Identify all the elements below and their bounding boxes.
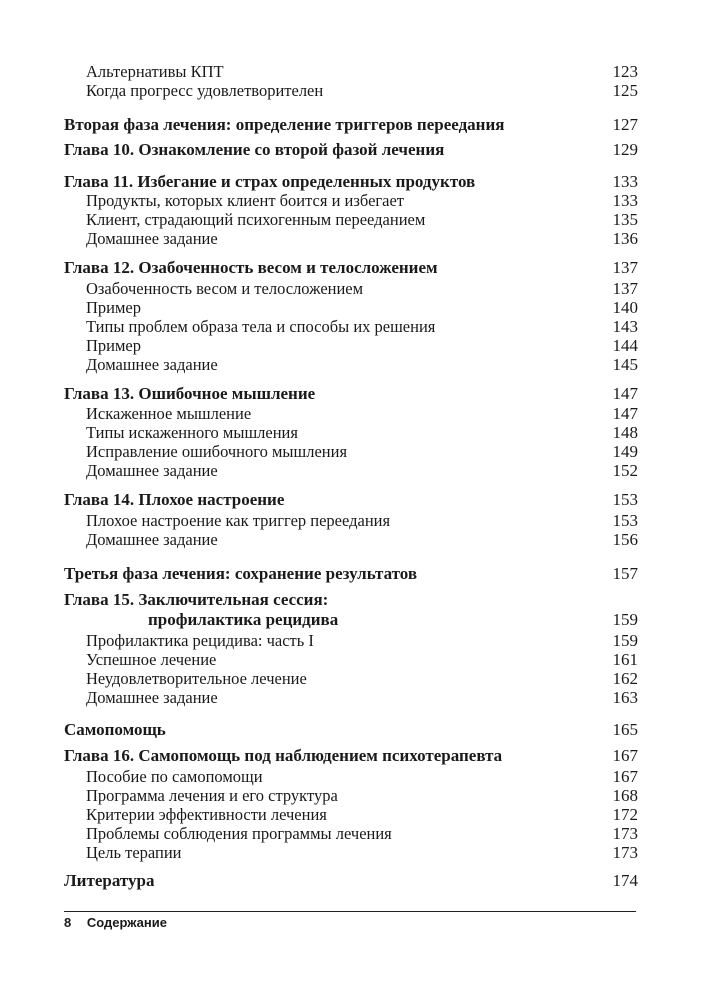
- toc-entry: [86, 442, 638, 462]
- toc-entry-page: 153: [612, 511, 638, 530]
- toc-entry-title: Искаженное мышление: [86, 404, 252, 423]
- toc-entry-page: 167: [612, 767, 638, 786]
- toc-entry-title: Третья фаза лечения: сохранение результатов: [64, 564, 418, 583]
- toc-entry-title: Неудовлетворительное лечение: [86, 669, 307, 688]
- toc-entry-title: Глава 10. Ознакомление со второй фазой лечения: [64, 140, 445, 159]
- toc-entry-page: 125: [612, 81, 638, 100]
- toc-entry-page: 145: [612, 355, 638, 374]
- toc-entry-page: 168: [612, 786, 638, 805]
- toc-entry: [86, 461, 638, 481]
- toc-entry-title: Озабоченность весом и телосложением: [86, 279, 364, 298]
- toc-entry-title: профилактика рецидива: [148, 610, 339, 629]
- toc-entry: [86, 805, 638, 825]
- toc-entry-page: 153: [612, 490, 638, 509]
- toc-entry-title: Глава 15. Заключительная сессия:: [64, 590, 329, 609]
- toc-entry: [86, 767, 638, 787]
- toc-entry: [86, 423, 638, 443]
- toc-entry: [86, 631, 638, 651]
- toc-entry-title: Пособие по самопомощи: [86, 767, 263, 786]
- toc-entry-title: Глава 14. Плохое настроение: [64, 490, 285, 509]
- toc-entry: [86, 511, 638, 531]
- footer-page-number: 8: [64, 915, 72, 930]
- toc-entry-page: 148: [612, 423, 638, 442]
- toc-entry-page: 136: [612, 229, 638, 248]
- toc-entry-title: Литература: [64, 871, 155, 890]
- toc-entry-title: Домашнее задание: [86, 229, 218, 248]
- footer-rule: [64, 911, 636, 912]
- toc-entry-title: Вторая фаза лечения: определение триггеров переедания: [64, 115, 505, 134]
- toc-entry-page: 135: [612, 210, 638, 229]
- toc-entry-title: Программа лечения и его структура: [86, 786, 338, 805]
- toc-entry: [64, 115, 638, 135]
- toc-entry: [86, 210, 638, 230]
- toc-entry: [86, 669, 638, 689]
- toc-entry: [86, 824, 638, 844]
- toc-entry-page: 163: [612, 688, 638, 707]
- toc-entry-page: 165: [612, 720, 638, 739]
- page-footer: [64, 915, 167, 930]
- toc-entry: [86, 62, 638, 82]
- toc-entry-page: 137: [612, 258, 638, 277]
- toc-entry: [86, 81, 638, 101]
- toc-entry-title: Домашнее задание: [86, 688, 218, 707]
- toc-entry-title: Плохое настроение как триггер переедания: [86, 511, 391, 530]
- toc-entry-page: 144: [612, 336, 638, 355]
- toc-entry: [86, 191, 638, 211]
- toc-entry: [64, 258, 638, 278]
- toc-entry-title: Пример: [86, 336, 142, 355]
- toc-entry: [64, 746, 638, 766]
- toc-entry-title: Глава 13. Ошибочное мышление: [64, 384, 316, 403]
- toc-entry-title: Домашнее задание: [86, 530, 218, 549]
- toc-entry: [64, 590, 638, 610]
- toc-entry-page: 137: [612, 279, 638, 298]
- toc-entry-title: Критерии эффективности лечения: [86, 805, 327, 824]
- toc-entry: [64, 720, 638, 740]
- footer-section-title: Содержание: [86, 915, 167, 930]
- toc-entry-title: Самопомощь: [64, 720, 166, 739]
- toc-entry-title: Типы искаженного мышления: [86, 423, 298, 442]
- toc-entry: [86, 298, 638, 318]
- toc-entry-page: 167: [612, 746, 638, 765]
- toc-entry: [86, 404, 638, 424]
- toc-entry: [64, 490, 638, 510]
- toc-entry-page: 157: [612, 564, 638, 583]
- toc-entry-page: 133: [612, 191, 638, 210]
- toc-entry: [64, 172, 638, 192]
- toc-entry: [86, 279, 638, 299]
- toc-entry-page: 152: [612, 461, 638, 480]
- toc-entry-page: 149: [612, 442, 638, 461]
- toc-entry-page: 174: [612, 871, 638, 890]
- toc-entry-title: Глава 16. Самопомощь под наблюдением психотерапевта: [64, 746, 503, 765]
- toc-entry-page: 159: [612, 631, 638, 650]
- toc-entry-title: Исправление ошибочного мышления: [86, 442, 348, 461]
- toc-entry-title: Пример: [86, 298, 142, 317]
- toc-entry-page: 140: [612, 298, 638, 317]
- toc-entry-page: 143: [612, 317, 638, 336]
- toc-entry-page: 147: [612, 384, 638, 403]
- toc-entry: [64, 140, 638, 160]
- toc-entry: [64, 384, 638, 404]
- toc-entry-page: 162: [612, 669, 638, 688]
- toc-entry-page: 161: [612, 650, 638, 669]
- toc-entry: [64, 871, 638, 891]
- toc-entry-page: 159: [612, 610, 638, 629]
- toc-entry-page: 147: [612, 404, 638, 423]
- toc-entry-page: 156: [612, 530, 638, 549]
- toc-entry-title: Продукты, которых клиент боится и избегает: [86, 191, 405, 210]
- toc-entry-title: Глава 12. Озабоченность весом и телосложением: [64, 258, 438, 277]
- toc-entry-page: 133: [612, 172, 638, 191]
- toc-entry: [148, 610, 638, 630]
- toc-entry: [86, 355, 638, 375]
- toc-entry-page: 123: [612, 62, 638, 81]
- toc-entry-page: 127: [612, 115, 638, 134]
- toc-entry: [86, 786, 638, 806]
- toc-entry-page: 172: [612, 805, 638, 824]
- toc-entry-title: Типы проблем образа тела и способы их решения: [86, 317, 436, 336]
- toc-entry: [86, 317, 638, 337]
- toc-entry-title: Глава 11. Избегание и страх определенных продуктов: [64, 172, 476, 191]
- toc-entry: [86, 843, 638, 863]
- toc-entry: [86, 688, 638, 708]
- toc-entry-title: Когда прогресс удовлетворителен: [86, 81, 324, 100]
- toc-entry-title: Альтернативы КПТ: [86, 62, 224, 81]
- toc-entry: [86, 229, 638, 249]
- toc-entry-page: 173: [612, 824, 638, 843]
- toc-entry-title: Домашнее задание: [86, 355, 218, 374]
- toc-entry-title: Профилактика рецидива: часть I: [86, 631, 314, 650]
- toc-entry: [64, 564, 638, 584]
- toc-entry-title: Цель терапии: [86, 843, 182, 862]
- toc-entry-title: Проблемы соблюдения программы лечения: [86, 824, 392, 843]
- toc-entry-title: Клиент, страдающий психогенным перееданием: [86, 210, 426, 229]
- toc-entry-page: 173: [612, 843, 638, 862]
- toc-entry-title: Домашнее задание: [86, 461, 218, 480]
- toc-entry-title: Успешное лечение: [86, 650, 217, 669]
- toc-entry-page: 129: [612, 140, 638, 159]
- toc-entry: [86, 530, 638, 550]
- toc-entry: [86, 650, 638, 670]
- toc-entry: [86, 336, 638, 356]
